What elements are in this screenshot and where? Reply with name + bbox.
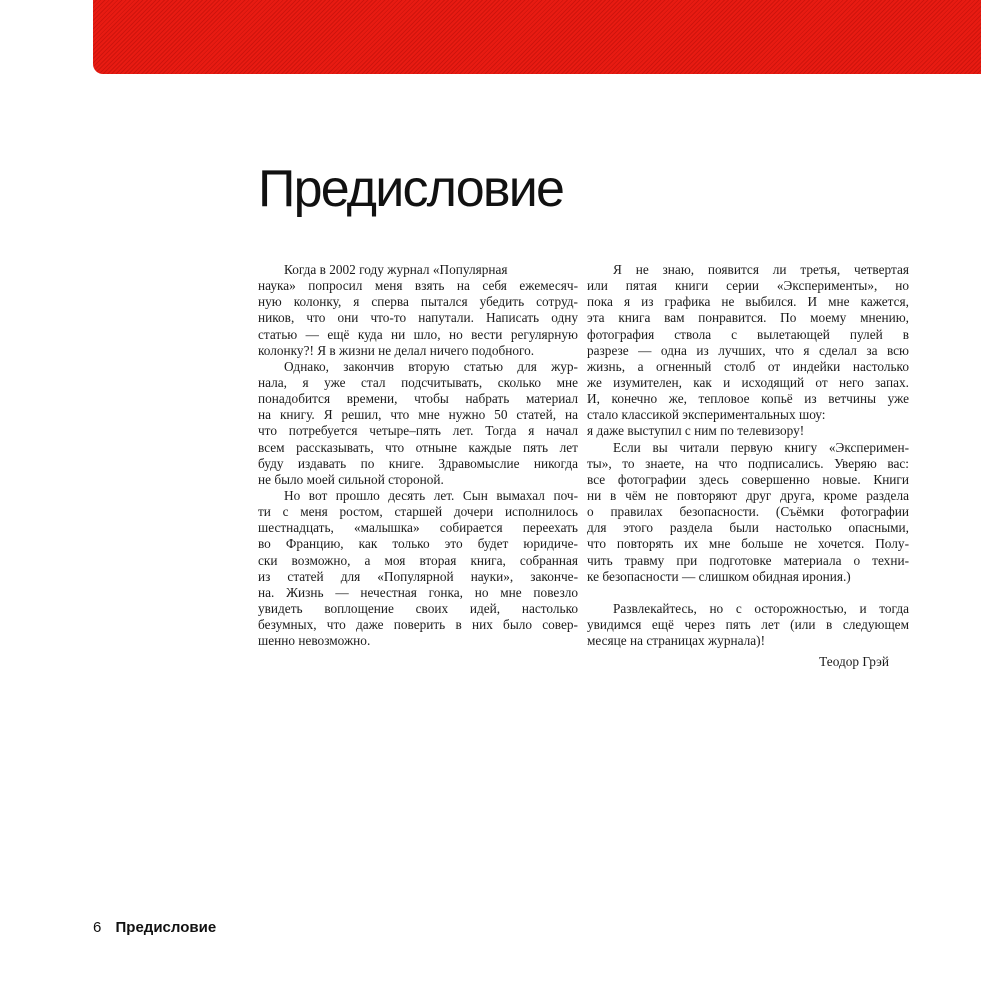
- right-column-line: я даже выступил с ним по телевизору!: [587, 423, 805, 439]
- text-column-right: [587, 262, 909, 649]
- right-column-line: ни в чём не повторяют друг друга, кроме раздела: [587, 487, 909, 503]
- right-column-line: о правилах безопасности. (Съёмки фотографии: [587, 504, 909, 520]
- page-number: 6: [93, 919, 102, 936]
- right-column-line: или пятая книги серии «Эксперименты», но: [587, 278, 909, 294]
- right-column-line: же изумителен, как и исходящий от него запах.: [587, 374, 909, 390]
- header-red-band: [93, 0, 981, 74]
- author-signature: Теодор Грэй: [819, 654, 889, 669]
- text-column-left: [258, 262, 578, 649]
- left-column-line: Но вот прошло десять лет. Сын вымахал поч-: [284, 487, 578, 503]
- right-column-line: чить травму при подготовке материала о техни-: [587, 552, 909, 568]
- left-column-line: на книгу. Я решил, что мне нужно 50 статей, на: [258, 407, 578, 423]
- left-column-line: на. Жизнь — нечестная гонка, но мне повезло: [258, 584, 578, 600]
- right-column-line: эта книга вам понравится. По моему мнению,: [587, 310, 909, 326]
- left-column-line: колонку?! Я в жизни не делал ничего подобного.: [258, 342, 535, 358]
- right-column-line: Развлекайтесь, но с осторожностью, и тогда: [613, 600, 909, 616]
- left-column-line: шенно невозможно.: [258, 633, 371, 649]
- left-column-line: наука» попросил меня взять на себя ежемесяч-: [258, 278, 578, 294]
- right-column-line: увидимся ещё через пять лет (или в следующем: [587, 617, 909, 633]
- left-column-line: что потребуется четыре–пять лет. Тогда я начал: [258, 423, 578, 439]
- left-column-line: нала, я уже стал подсчитывать, сколько мне: [258, 374, 578, 390]
- left-column-line: не было моей сильной стороной.: [258, 471, 444, 487]
- left-column-line: всем рассказывать, что отныне каждые пять лет: [258, 439, 578, 455]
- left-column-line: понадобится времени, чтобы набрать материал: [258, 391, 578, 407]
- page-footer: [93, 918, 216, 938]
- right-column-line: ты», то знаете, на что подписались. Уверяю вас:: [587, 455, 909, 471]
- left-column-line: из статей для «Популярной науки», закончe-: [258, 568, 578, 584]
- left-column-line: во Францию, как только это будет юридиче-: [258, 536, 578, 552]
- right-column-line: разрезе — одна из лучших, что я сделал за всю: [587, 342, 909, 358]
- right-column-line: все фотографии здесь совершенно новые. Книги: [587, 471, 909, 487]
- left-column-line: Когда в 2002 году журнал «Популярная: [284, 262, 508, 277]
- right-column-line: Я не знаю, появится ли третья, четвертая: [613, 262, 909, 277]
- left-column-line: Однако, закончив вторую статью для жур-: [284, 358, 578, 374]
- left-column-line: безумных, что даже поверить в них было совер-: [258, 617, 578, 633]
- left-column-line: шестнадцать, «малышка» собирается переехать: [258, 520, 578, 536]
- right-column-line: ке безопасности — слишком обидная ирония.): [587, 568, 851, 584]
- left-column-line: ски возможно, а моя вторая книга, собранная: [258, 552, 578, 568]
- right-column-line: [587, 585, 909, 601]
- left-column-line: ников, что они что-то напутали. Написать одну: [258, 310, 578, 326]
- right-column-line: что повторять их мне больше не хочется. Полу-: [587, 536, 909, 552]
- right-column-line: стало классикой экспериментальных шоу:: [587, 407, 826, 423]
- right-column-line: Если вы читали первую книгу «Эксперимен-: [613, 439, 909, 455]
- right-column-line: месяце на страницах журнала)!: [587, 633, 766, 649]
- page-title: Предисловие: [258, 160, 564, 218]
- left-column-line: статью — ещё куда ни шло, но вести регулярную: [258, 326, 578, 342]
- left-column-line: буду издавать по книге. Здравомыслие никогда: [258, 455, 578, 471]
- right-column-line: для этого раздела были настолько опасными,: [587, 520, 909, 536]
- right-column-line: фотография ствола с вылетающей пулей в: [587, 326, 909, 342]
- right-column-line: пока я из графика не выбился. И мне кажется,: [587, 294, 909, 310]
- right-column-line: И, конечно же, тепловое копьё из ветчины уже: [587, 391, 909, 407]
- left-column-line: ти с меня ростом, старшей дочери исполнилось: [258, 504, 578, 520]
- left-column-line: увидеть воплощение своих идей, настолько: [258, 600, 578, 616]
- footer-section-title: Предисловие: [115, 919, 217, 936]
- right-column-line: жизнь, а огненный столб от индейки настолько: [587, 358, 909, 374]
- left-column-line: ную колонку, я сперва пытался убедить сотруд-: [258, 294, 578, 310]
